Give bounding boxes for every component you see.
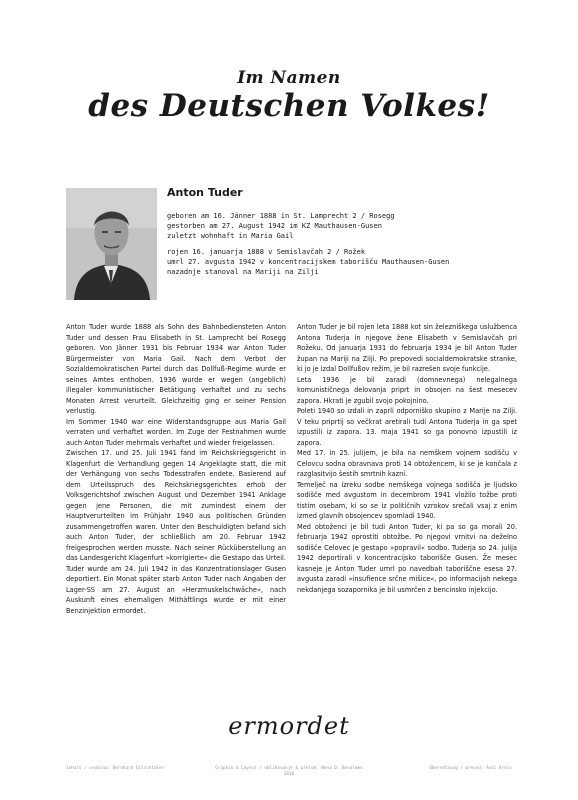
bio-line: gestorben am 27. August 1942 im KZ Mauthausen-Gusen bbox=[167, 222, 382, 230]
person-name: Anton Tuder bbox=[167, 186, 243, 199]
bio-line: rojen 16. januarja 1888 v Semislavčah 2 / Rožek bbox=[167, 248, 366, 256]
german-text-column bbox=[66, 322, 286, 616]
paragraph: Anton Tuder wurde 1888 als Sohn des Bahnbediensteten Anton Tuder und dessen Frau Elisabeth in St. Lamprecht bei Rosegg geboren. Von Jänner 1931 bis Februar 1934 war Anton Tuder Bürgermeister von Maria Gail. Nach dem Verbot der Sozialdemokratischen Partei durch das Dollfuß-Regime wurde er seines Amtes enthoben. 1936 wurde er wegen (angeblich) illegaler kommunistischer Betätigung verhaftet und zu sechs Monaten Arrest verurteilt. Gleichzeitig ging er seiner Pension verlustig. bbox=[66, 323, 286, 415]
footer-credit-content: Inhalt / vsebina: Bernhard Gitschtaler bbox=[66, 766, 165, 771]
paragraph: Zwischen 17. und 25. Juli 1941 fand im Reichskriegsgericht in Klagenfurt die Verhandlung gegen 14 Angeklagte statt, die mit der Verhängung von sechs Todesstrafen endete. Basierend auf dem Urteilsspruch des Reichskriegsgerichtes erhob der Volksgerichtshof zwischen August und Dezember 1941 Anklage gegen jene Personen, die mit zumindest einem der Hauptverurteilten im Frühjahr 1940 aus politischen Gründen zusammengetroffen waren. Unter den Beschuldigten befand sich auch Anton Tuder, der schließlich am 20. Februar 1942 freigesprochen werden musste. Nach seiner Rücküberstellung an das Landesgericht Klagenfurt »korrigierte« die Gestapo das Urteil. Tuder wurde am 24. Juli 1942 in das Konzentrationslager Gusen deportiert. Ein Monat später starb Anton Tuder nach Angaben der Lager-SS am 27. August an »Herzmuskelschwäche«, nach Auskunft eines ehemaligen Mithäftlings wurde er mit einer Benzinjektion ermordet. bbox=[66, 449, 286, 615]
header-line-2: des Deutschen Volkes! bbox=[88, 88, 490, 124]
paragraph: Poleti 1940 so izdali in zaprli odporniško skupino z Marije na Zilji. V teku priprtij so večkrat aretirali tudi Antona Tuderja in ga spet izpustili iz zapora. 13. maja 1941 so ga ponovno izpustili iz zapora. bbox=[297, 407, 517, 447]
slovene-text-column bbox=[297, 322, 517, 595]
paragraph: Im Sommer 1940 war eine Widerstandsgruppe aus Maria Gail verraten und verhaftet worden. Im Zuge der Festnahmen wurde auch Anton Tuder mehrmals verhaftet und wieder freigelassen. bbox=[66, 417, 286, 447]
paragraph: Leta 1936 je bil zaradi (domnevnega) nelegalnega komunističnega delovanja priprt in obsojen na šest mesecev zapora. Hkrati je zgubil svojo pokojnino. bbox=[297, 375, 517, 405]
footer-credit-translation: Übersetzung / prevod: Andi Kreis bbox=[429, 766, 512, 771]
header-line-1: Im Namen bbox=[237, 68, 341, 88]
bio-line: umrl 27. avgusta 1942 v koncentracijskem taborišču Mauthausen-Gusen bbox=[167, 258, 450, 266]
footer-year: 2016 bbox=[283, 772, 295, 777]
portrait-illustration bbox=[66, 188, 157, 300]
paragraph: Med obtoženci je bil tudi Anton Tuder, ki pa so ga morali 20. februarja 1942 oprostiti obtožbe. Po njegovi vrnitvi na deželno sodišče Celovec je gestapo »popravil« sodbo. Tuderja so 24. julija 1942 deportirali v koncentracijsko taborišče Gusen. Že mesec kasneje je Anton Tuder umrl po navedbah taboriščne esesa 27. avgusta zaradi »insufience srčne mišice«, po informacijah nekega nekdanjega sozapornika je bil usmrčen z bencinsko injekcijo. bbox=[297, 522, 517, 594]
ending-word: ermordet bbox=[228, 712, 350, 740]
bio-german bbox=[167, 211, 517, 241]
bio-slovene bbox=[167, 247, 517, 277]
bio-line: geboren am 16. Jänner 1888 in St. Lamprecht 2 / Rosegg bbox=[167, 212, 395, 220]
paragraph: Med 17. in 25. julijem, je bila na nemškem vojnem sodišču v Celovcu sodna obravnava proti 14 obtožencem, ki se je končala z razglasitvijo šestih smrtnih kazni. bbox=[297, 449, 517, 478]
bio-line: nazadnje stanoval na Mariji na Zilji bbox=[167, 268, 319, 276]
paragraph: Temelječ na izreku sodbe nemškega vojnega sodišča je ljudsko sodišče med avgustom in decembrom 1941 vložilo tožbe proti tistim osebam, ki so se iz političnih vzrokov srečali vsaj z enim izmed glavnih obsojencev spomladi 1940. bbox=[297, 480, 517, 520]
paragraph: Anton Tuder je bil rojen leta 1888 kot sin železniškega uslužbenca Antona Tuderja in njegove žene Elisabeth v Semislavčah pri Rožeku. Od januarja 1931 do februarja 1934 je bil Anton Tuder župan na Mariji na Zilji. Po prepovedi socialdemokratske stranke, ki jo je izdal Dollfußov režim, je bil razrešen svoje funkcije. bbox=[297, 323, 517, 373]
bio-line: zuletzt wohnhaft in Maria Gail bbox=[167, 232, 294, 240]
footer-layout-line: Graphik & Layout / oblikovanje & prelom: Nena D. Benolmen bbox=[215, 766, 363, 771]
portrait-photo bbox=[66, 188, 157, 300]
